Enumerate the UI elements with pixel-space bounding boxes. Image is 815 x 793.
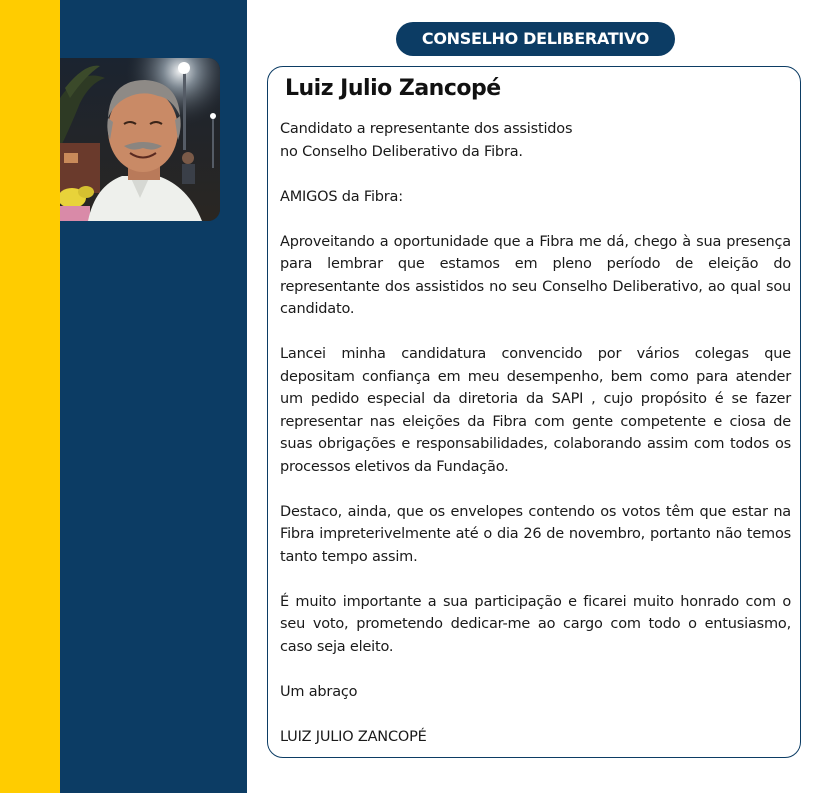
letter-paragraph-3: Destaco, ainda, que os envelopes contendo os votos têm que estar na Fibra impreterivelmente até o dia 26 de novembro, portanto não temos tanto tempo assim. — [280, 503, 791, 565]
candidate-subtitle — [280, 118, 791, 163]
candidate-name: Luiz Julio Zancopé — [285, 76, 501, 101]
letter-paragraph-4: É muito importante a sua participação e ficarei muito honrado com o seu voto, prometendo dedicar-me ao cargo com todo o entusiasmo, caso seja eleito. — [280, 593, 791, 655]
letter-signature: LUIZ JULIO ZANCOPÉ — [280, 728, 427, 745]
letter-paragraph-1: Aproveitando a oportunidade que a Fibra me dá, chego à sua presença para lembrar que estamos em pleno período de eleição do representante dos assistidos no seu Conselho Deliberativo, ao qual sou candidato. — [280, 233, 791, 317]
candidate-photo — [60, 58, 220, 221]
section-title: CONSELHO DELIBERATIVO — [396, 22, 675, 56]
letter-body — [280, 118, 791, 748]
letter-paragraph-2: Lancei minha candidatura convencido por vários colegas que depositam confiança em meu desempenho, bem como para atender um pedido especial da diretoria da SAPI , cujo propósito é se fazer representar nas eleições da Fibra com gente competente e ciosa de suas obrigações e responsabilidades, colaborando assim com todos os processos eletivos da Fundação. — [280, 346, 791, 475]
letter-closing: Um abraço — [280, 683, 358, 700]
subtitle-line-2: no Conselho Deliberativo da Fibra. — [280, 143, 523, 160]
candidate-card — [267, 66, 801, 758]
subtitle-line-1: Candidato a representante dos assistidos — [280, 121, 573, 137]
letter-greeting: AMIGOS da Fibra: — [280, 188, 403, 205]
yellow-stripe — [0, 0, 60, 793]
